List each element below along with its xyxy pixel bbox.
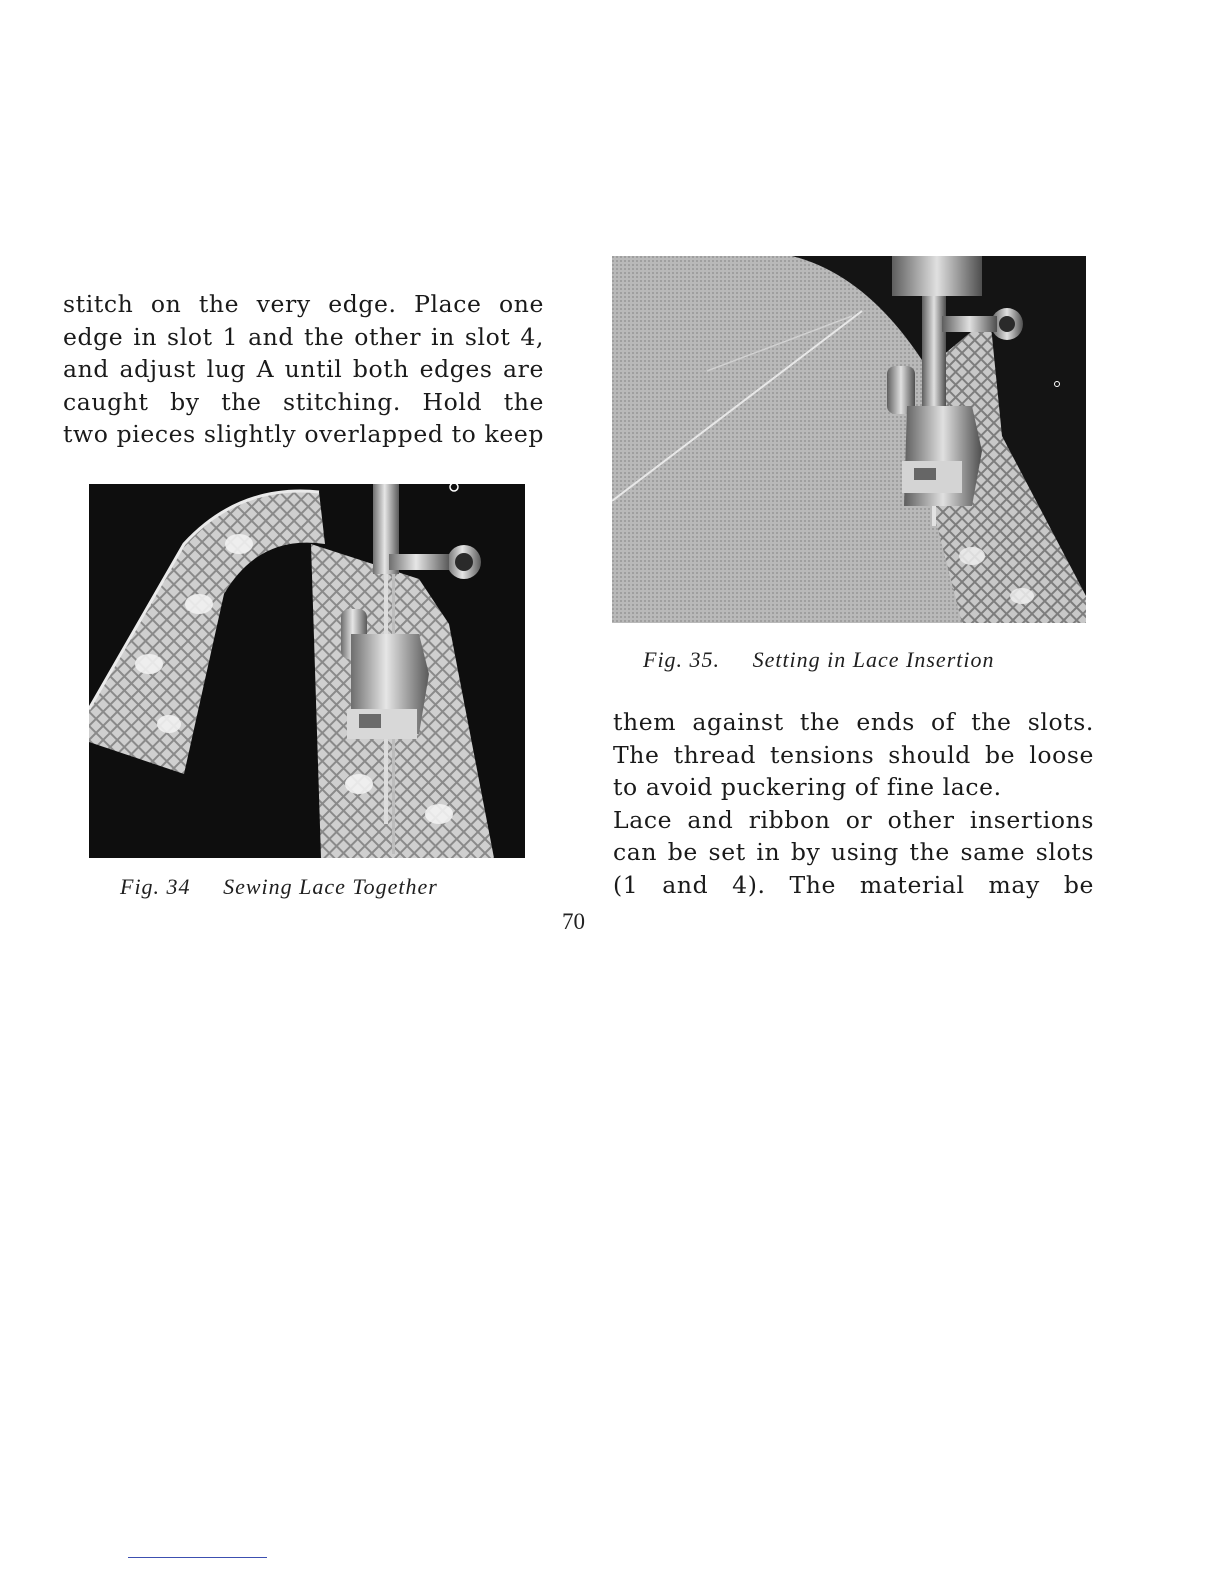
fig35-title: Setting in Lace Insertion	[752, 647, 995, 672]
fig35-photo	[612, 256, 1086, 623]
fig35-caption	[643, 647, 994, 673]
text-line: caught by the stitching. Hold the	[63, 387, 544, 416]
left-column-text	[63, 288, 544, 451]
text-line: (1 and 4). The material may be	[613, 870, 1094, 899]
text-line: two pieces slightly overlapped to keep	[63, 420, 544, 448]
text-line: stitch on the very edge. Place one	[63, 290, 544, 318]
text-line: and adjust lug A until both edges are	[63, 355, 544, 383]
footnote-rule	[128, 1557, 267, 1558]
page-number: 70	[562, 909, 585, 934]
text-line: them against the ends of the slots.	[613, 708, 1094, 736]
fig34-caption	[120, 874, 438, 900]
text-line: The thread tensions should be loose	[613, 740, 1094, 769]
text-line: to avoid puckering of fine lace.	[613, 773, 1002, 801]
right-column-text	[613, 706, 1094, 901]
fig35-number: Fig. 35.	[643, 647, 721, 672]
fig34-title: Sewing Lace Together	[223, 874, 438, 899]
fig34-number: Fig. 34	[120, 874, 191, 899]
fig34-photo	[89, 484, 525, 858]
text-line: Lace and ribbon or other insertions	[613, 805, 1094, 834]
text-line: edge in slot 1 and the other in slot 4,	[63, 322, 544, 351]
text-line: can be set in by using the same slots	[613, 838, 1094, 866]
